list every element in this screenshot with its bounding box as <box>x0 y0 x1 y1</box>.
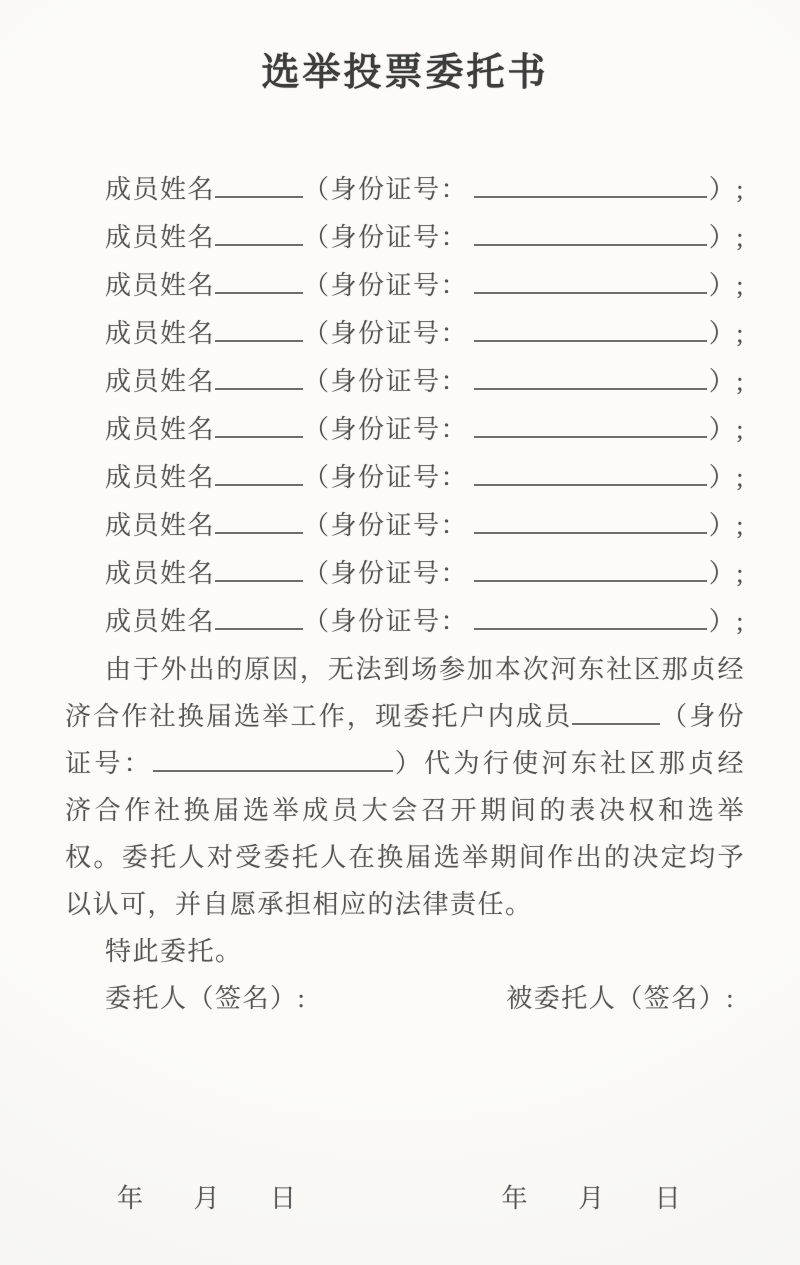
member-id-blank <box>474 292 707 294</box>
delegate-id-blank <box>153 770 393 772</box>
member-name-blank <box>215 628 303 630</box>
member-row <box>65 406 745 454</box>
member-id-label: （身份证号： <box>303 607 469 636</box>
member-name-blank <box>215 196 303 198</box>
paragraph-text-3: ）代为行使河东社区那贞经济合作社换届选举成员大会召开期间的表决权和选举权。委托人对受委托人在换届选举期间作出的决定均予以认可，并自愿承担相应的法律责任。 <box>65 749 745 919</box>
member-row <box>65 214 745 262</box>
member-id-blank <box>474 340 707 342</box>
member-row <box>65 166 745 214</box>
member-id-label: （身份证号： <box>303 415 469 444</box>
member-row <box>65 502 745 550</box>
member-row-suffix: ）; <box>708 463 745 492</box>
date-row <box>65 1175 745 1223</box>
member-id-label: （身份证号： <box>303 271 469 300</box>
member-id-label: （身份证号： <box>303 511 469 540</box>
member-row <box>65 598 745 646</box>
member-id-label: （身份证号： <box>303 223 469 252</box>
member-name-label: 成员姓名 <box>105 511 216 540</box>
member-name-blank <box>215 244 303 246</box>
member-name-label: 成员姓名 <box>105 463 216 492</box>
member-id-blank <box>474 532 707 534</box>
member-id-label: （身份证号： <box>303 559 469 588</box>
member-name-label: 成员姓名 <box>105 175 216 204</box>
member-row-suffix: ）; <box>708 367 745 396</box>
agent-date-day: 日 <box>654 1184 683 1213</box>
member-row <box>65 454 745 502</box>
agent-date-year: 年 <box>501 1184 530 1213</box>
member-row <box>65 550 745 598</box>
member-row-suffix: ）; <box>708 415 745 444</box>
member-row-suffix: ）; <box>708 223 745 252</box>
member-name-label: 成员姓名 <box>105 319 216 348</box>
member-id-blank <box>474 196 707 198</box>
member-id-label: （身份证号： <box>303 319 469 348</box>
member-id-blank <box>474 436 707 438</box>
page-title: 选举投票委托书 <box>261 52 549 94</box>
member-id-blank <box>474 484 707 486</box>
member-row-suffix: ）; <box>708 319 745 348</box>
member-name-blank <box>215 484 303 486</box>
member-name-blank <box>215 580 303 582</box>
principal-signature-label: 委托人（签名）: <box>105 984 307 1013</box>
member-name-blank <box>215 292 303 294</box>
member-row-suffix: ）; <box>708 175 745 204</box>
member-row-suffix: ）; <box>708 607 745 636</box>
member-name-label: 成员姓名 <box>105 367 216 396</box>
agent-signature-label: 被委托人（签名）: <box>506 984 735 1013</box>
member-name-label: 成员姓名 <box>105 607 216 636</box>
member-row-suffix: ）; <box>708 559 745 588</box>
member-name-label: 成员姓名 <box>105 271 216 300</box>
member-id-label: （身份证号： <box>303 463 469 492</box>
principal-date-month: 月 <box>193 1184 222 1213</box>
member-id-blank <box>474 580 707 582</box>
member-id-label: （身份证号： <box>303 175 469 204</box>
paragraph-text-1: 由于外出的原因，无法到场参加本次河东社区那贞经济合作社换届选举工作，现委托户内成员 <box>65 655 745 731</box>
member-name-label: 成员姓名 <box>105 223 216 252</box>
principal-date <box>117 1175 298 1223</box>
member-id-blank <box>474 388 707 390</box>
member-name-blank <box>215 340 303 342</box>
member-name-blank <box>215 436 303 438</box>
member-id-blank <box>474 628 707 630</box>
agent-date-month: 月 <box>578 1184 606 1213</box>
delegation-paragraph <box>65 646 745 928</box>
member-list <box>65 166 745 646</box>
member-row <box>65 310 745 358</box>
principal-date-year: 年 <box>117 1184 145 1213</box>
closing-statement: 特此委托。 <box>105 937 243 966</box>
member-name-label: 成员姓名 <box>105 415 216 444</box>
member-row <box>65 358 745 406</box>
agent-date <box>502 1175 683 1223</box>
member-id-label: （身份证号： <box>303 367 469 396</box>
member-row <box>65 262 745 310</box>
principal-date-day: 日 <box>270 1184 298 1213</box>
member-id-blank <box>474 244 707 246</box>
member-name-label: 成员姓名 <box>105 559 216 588</box>
paragraph-text-2: （身份证号： <box>65 702 745 778</box>
member-row-suffix: ）; <box>708 511 745 540</box>
member-name-blank <box>215 532 303 534</box>
signature-row <box>65 975 735 1023</box>
member-row-suffix: ）; <box>708 271 745 300</box>
member-name-blank <box>215 388 303 390</box>
delegate-name-blank <box>572 723 660 725</box>
